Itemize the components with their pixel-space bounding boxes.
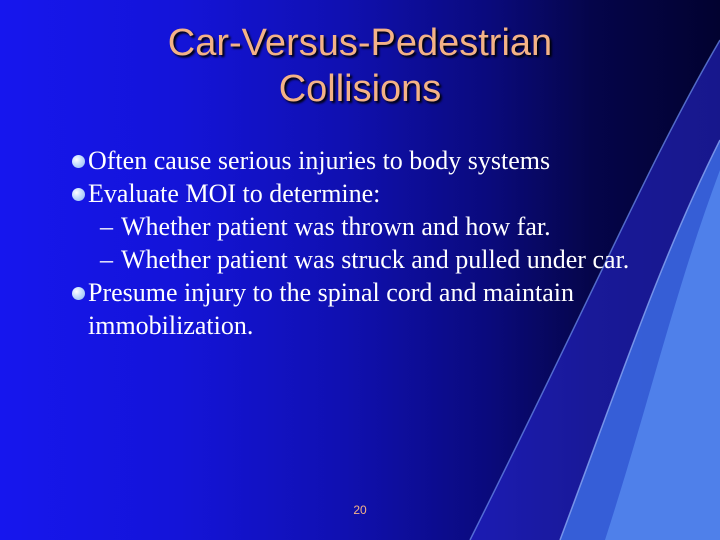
bullet-item-2: [12, 177, 672, 210]
title-line-1: Car-Versus-Pedestrian: [167, 22, 553, 64]
sub-bullet-item-2: [12, 243, 672, 276]
bullet-dot-icon: [72, 287, 85, 300]
slide-body: [12, 144, 672, 342]
dash-marker: –: [100, 245, 113, 274]
sub-bullet-item-1: [12, 210, 672, 243]
bullet-item-1: [12, 144, 672, 177]
bullet-text-2: Evaluate MOI to determine:: [88, 179, 381, 208]
sub-bullet-text-2: Whether patient was struck and pulled under car.: [121, 245, 630, 274]
bullet-text-1: Often cause serious injuries to body systems: [88, 146, 551, 175]
bullet-item-3: [12, 276, 672, 342]
title-line-2: Collisions: [278, 68, 442, 110]
dash-marker: –: [100, 212, 113, 241]
bullet-text-3: Presume injury to the spinal cord and maintain immobilization.: [88, 278, 574, 340]
sub-bullet-text-1: Whether patient was thrown and how far.: [121, 212, 551, 241]
bullet-dot-icon: [72, 155, 85, 168]
slide-title: [80, 20, 640, 112]
bullet-dot-icon: [72, 188, 85, 201]
page-number: 20: [353, 503, 367, 517]
